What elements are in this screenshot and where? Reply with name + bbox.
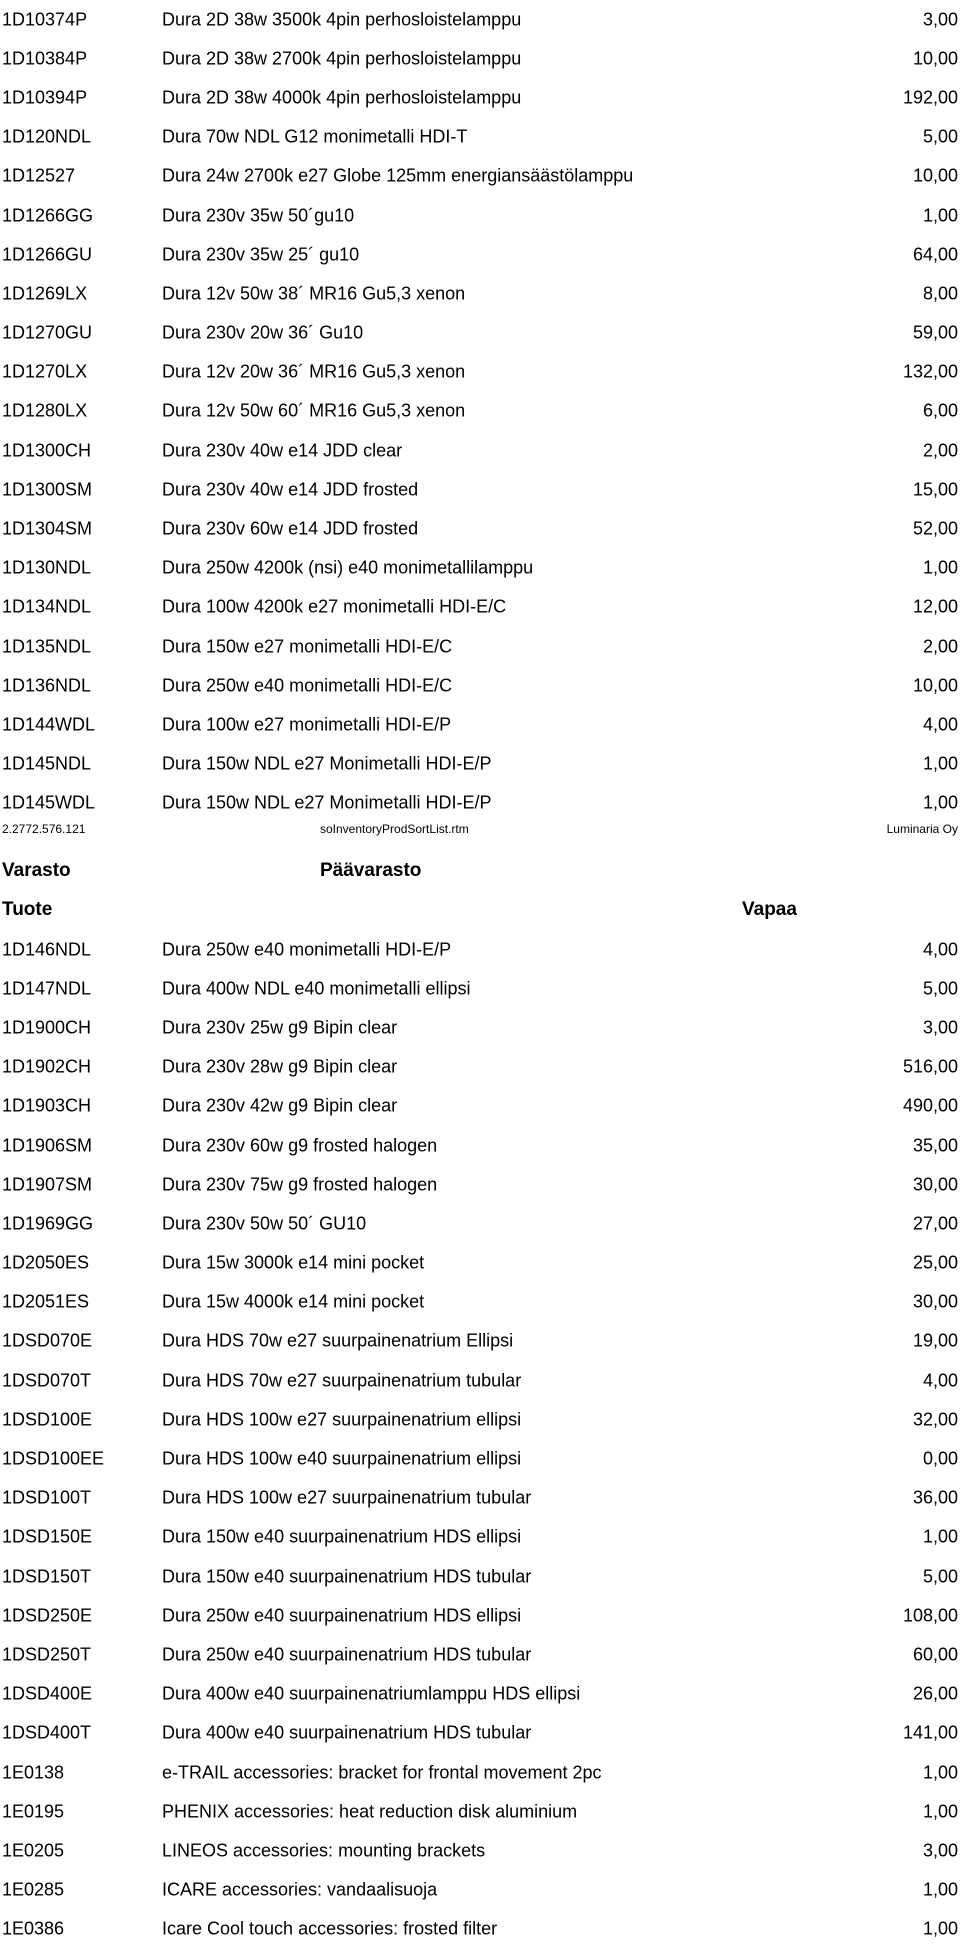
inventory-row — [0, 78, 960, 117]
available-quantity: 30,00 — [912, 1174, 958, 1195]
inventory-row — [0, 1283, 960, 1322]
product-code: 1E0285 — [2, 1879, 65, 1900]
product-code: 1D145WDL — [2, 792, 96, 813]
product-description: LINEOS accessories: mounting brackets — [162, 1840, 486, 1861]
product-code: 1DSD250T — [2, 1644, 92, 1665]
product-description: Dura 230v 60w e14 JDD frosted — [162, 518, 419, 539]
product-code: 1D1903CH — [2, 1095, 92, 1116]
available-quantity: 27,00 — [912, 1213, 958, 1234]
inventory-row — [0, 1400, 960, 1439]
available-quantity: 4,00 — [922, 1370, 958, 1391]
inventory-row — [0, 1831, 960, 1870]
product-description: Dura 250w 4200k (nsi) e40 monimetallilamppu — [162, 557, 534, 578]
product-description: Dura 150w e40 suurpainenatrium HDS ellipsi — [162, 1526, 522, 1547]
product-code: 1D134NDL — [2, 596, 92, 617]
available-quantity: 64,00 — [912, 244, 958, 265]
inventory-row — [0, 1557, 960, 1596]
product-description: Dura HDS 100w e27 suurpainenatrium ellipsi — [162, 1409, 522, 1430]
product-description: Dura 230v 35w 50´gu10 — [162, 205, 355, 226]
available-quantity: 5,00 — [922, 126, 958, 147]
available-quantity: 3,00 — [922, 1840, 958, 1861]
product-code: 1D1300CH — [2, 440, 92, 461]
product-description: Dura 230v 28w g9 Bipin clear — [162, 1056, 398, 1077]
product-code: 1D2051ES — [2, 1291, 90, 1312]
product-code: 1DSD400E — [2, 1683, 93, 1704]
available-quantity: 4,00 — [922, 714, 958, 735]
inventory-row — [0, 1635, 960, 1674]
inventory-row — [0, 1910, 960, 1949]
available-quantity: 10,00 — [912, 165, 958, 186]
available-quantity: 4,00 — [922, 939, 958, 960]
product-description: Dura 12v 50w 38´ MR16 Gu5,3 xenon — [162, 283, 466, 304]
product-description: Dura HDS 70w e27 suurpainenatrium Ellipsi — [162, 1330, 514, 1351]
inventory-row — [0, 627, 960, 666]
inventory-row — [0, 118, 960, 157]
product-code: 1E0138 — [2, 1762, 65, 1783]
available-quantity: 59,00 — [912, 322, 958, 343]
available-quantity: 15,00 — [912, 479, 958, 500]
inventory-row — [0, 1165, 960, 1204]
inventory-row — [0, 314, 960, 353]
product-code: 1DSD070E — [2, 1330, 93, 1351]
product-description: Dura 230v 42w g9 Bipin clear — [162, 1095, 398, 1116]
product-description: Dura 70w NDL G12 monimetalli HDI-T — [162, 126, 468, 147]
product-code: 1D120NDL — [2, 126, 92, 147]
footer-report-file: soInventoryProdSortList.rtm — [320, 822, 469, 836]
available-quantity: 52,00 — [912, 518, 958, 539]
available-quantity: 10,00 — [912, 48, 958, 69]
available-quantity: 19,00 — [912, 1330, 958, 1351]
available-quantity: 36,00 — [912, 1487, 958, 1508]
inventory-row — [0, 588, 960, 627]
page-footer — [0, 818, 960, 840]
product-code: 1D1269LX — [2, 283, 88, 304]
inventory-row — [0, 549, 960, 588]
inventory-row — [0, 1126, 960, 1165]
inventory-row — [0, 470, 960, 509]
inventory-row — [0, 1714, 960, 1753]
available-quantity: 0,00 — [922, 1448, 958, 1469]
available-quantity: 3,00 — [922, 9, 958, 30]
product-description: Dura 230v 60w g9 frosted halogen — [162, 1135, 438, 1156]
product-code: 1D1280LX — [2, 400, 88, 421]
inventory-list-top — [0, 0, 960, 823]
product-description: Dura 230v 75w g9 frosted halogen — [162, 1174, 438, 1195]
product-code: 1D1266GG — [2, 205, 94, 226]
product-code: 1D1270LX — [2, 361, 88, 382]
product-description: Dura 250w e40 monimetalli HDI-E/P — [162, 939, 452, 960]
product-code: 1DSD100E — [2, 1409, 93, 1430]
product-description: Dura 250w e40 monimetalli HDI-E/C — [162, 675, 453, 696]
product-code: 1D145NDL — [2, 753, 92, 774]
inventory-row — [0, 1439, 960, 1478]
inventory-row — [0, 1479, 960, 1518]
product-description: Dura 2D 38w 3500k 4pin perhosloistelamppu — [162, 9, 522, 30]
product-description: Dura 250w e40 suurpainenatrium HDS tubular — [162, 1644, 532, 1665]
available-quantity: 1,00 — [922, 1879, 958, 1900]
product-code: 1D1907SM — [2, 1174, 93, 1195]
available-quantity: 30,00 — [912, 1291, 958, 1312]
available-quantity: 1,00 — [922, 205, 958, 226]
product-description: Dura 12v 20w 36´ MR16 Gu5,3 xenon — [162, 361, 466, 382]
product-description: Dura 15w 3000k e14 mini pocket — [162, 1252, 425, 1273]
product-code: 1D147NDL — [2, 978, 92, 999]
inventory-row — [0, 0, 960, 39]
available-quantity: 132,00 — [902, 361, 958, 382]
available-quantity: 108,00 — [902, 1605, 958, 1626]
inventory-row — [0, 353, 960, 392]
product-code: 1D1300SM — [2, 479, 93, 500]
inventory-row — [0, 431, 960, 470]
available-quantity: 12,00 — [912, 596, 958, 617]
column-header — [0, 893, 960, 927]
inventory-row — [0, 1596, 960, 1635]
available-quantity: 6,00 — [922, 400, 958, 421]
product-code: 1E0386 — [2, 1918, 65, 1939]
inventory-row — [0, 1753, 960, 1792]
available-quantity: 10,00 — [912, 675, 958, 696]
product-description: Dura HDS 100w e27 suurpainenatrium tubular — [162, 1487, 532, 1508]
available-quantity: 1,00 — [922, 1918, 958, 1939]
product-description: Dura 12v 50w 60´ MR16 Gu5,3 xenon — [162, 400, 466, 421]
product-code: 1D1969GG — [2, 1213, 94, 1234]
product-description: Dura 400w NDL e40 monimetalli ellipsi — [162, 978, 471, 999]
available-quantity: 192,00 — [902, 87, 958, 108]
available-quantity: 5,00 — [922, 1566, 958, 1587]
product-code: 1DSD100T — [2, 1487, 92, 1508]
product-code: 1D2050ES — [2, 1252, 90, 1273]
available-quantity: 32,00 — [912, 1409, 958, 1430]
product-code: 1D136NDL — [2, 675, 92, 696]
available-quantity: 26,00 — [912, 1683, 958, 1704]
product-code: 1D1900CH — [2, 1017, 92, 1038]
product-description: Dura 150w e40 suurpainenatrium HDS tubular — [162, 1566, 532, 1587]
inventory-list-bottom — [0, 930, 960, 1949]
inventory-row — [0, 235, 960, 274]
warehouse-header — [0, 854, 960, 888]
product-code: 1D12527 — [2, 165, 76, 186]
product-code: 1D135NDL — [2, 636, 92, 657]
available-quantity: 1,00 — [922, 1762, 958, 1783]
product-description: Dura 230v 25w g9 Bipin clear — [162, 1017, 398, 1038]
inventory-row — [0, 157, 960, 196]
available-quantity: 2,00 — [922, 440, 958, 461]
inventory-row — [0, 274, 960, 313]
inventory-row — [0, 1048, 960, 1087]
available-quantity: 1,00 — [922, 753, 958, 774]
product-description: Dura 2D 38w 4000k 4pin perhosloistelamppu — [162, 87, 522, 108]
product-code: 1D1270GU — [2, 322, 93, 343]
product-code: 1D130NDL — [2, 557, 92, 578]
inventory-row — [0, 196, 960, 235]
free-column-label: Vapaa — [742, 899, 797, 920]
inventory-row — [0, 666, 960, 705]
product-description: Icare Cool touch accessories: frosted filter — [162, 1918, 498, 1939]
footer-version: 2.2772.576.121 — [2, 822, 86, 836]
product-description: Dura 230v 40w e14 JDD clear — [162, 440, 403, 461]
product-description: Dura HDS 70w e27 suurpainenatrium tubular — [162, 1370, 522, 1391]
available-quantity: 25,00 — [912, 1252, 958, 1273]
product-description: Dura 100w e27 monimetalli HDI-E/P — [162, 714, 452, 735]
product-description: Dura 150w e27 monimetalli HDI-E/C — [162, 636, 453, 657]
available-quantity: 35,00 — [912, 1135, 958, 1156]
inventory-row — [0, 39, 960, 78]
inventory-row — [0, 1322, 960, 1361]
product-code: 1D144WDL — [2, 714, 96, 735]
inventory-row — [0, 1792, 960, 1831]
product-code: 1D10374P — [2, 9, 88, 30]
available-quantity: 2,00 — [922, 636, 958, 657]
product-code: 1D146NDL — [2, 939, 92, 960]
available-quantity: 5,00 — [922, 978, 958, 999]
inventory-row — [0, 1675, 960, 1714]
inventory-row — [0, 1087, 960, 1126]
product-code: 1DSD250E — [2, 1605, 93, 1626]
inventory-row — [0, 745, 960, 784]
product-description: Dura 400w e40 suurpainenatriumlamppu HDS ellipsi — [162, 1683, 581, 1704]
product-code: 1DSD150E — [2, 1526, 93, 1547]
inventory-row — [0, 392, 960, 431]
product-description: Dura 230v 40w e14 JDD frosted — [162, 479, 419, 500]
available-quantity: 1,00 — [922, 1801, 958, 1822]
available-quantity: 3,00 — [922, 1017, 958, 1038]
product-code: 1D10394P — [2, 87, 88, 108]
inventory-row — [0, 705, 960, 744]
inventory-row — [0, 1361, 960, 1400]
product-code: 1D1902CH — [2, 1056, 92, 1077]
product-code: 1E0195 — [2, 1801, 65, 1822]
product-description: Dura 230v 35w 25´ gu10 — [162, 244, 360, 265]
available-quantity: 490,00 — [902, 1095, 958, 1116]
product-code: 1DSD070T — [2, 1370, 92, 1391]
product-description: Dura 24w 2700k e27 Globe 125mm energiansäästölamppu — [162, 165, 634, 186]
product-description: Dura 100w 4200k e27 monimetalli HDI-E/C — [162, 596, 507, 617]
available-quantity: 1,00 — [922, 557, 958, 578]
warehouse-value: Päävarasto — [320, 860, 422, 881]
available-quantity: 141,00 — [902, 1722, 958, 1743]
product-description: Dura 400w e40 suurpainenatrium HDS tubular — [162, 1722, 532, 1743]
available-quantity: 1,00 — [922, 1526, 958, 1547]
product-description: Dura 2D 38w 2700k 4pin perhosloistelamppu — [162, 48, 522, 69]
product-code: 1D1266GU — [2, 244, 93, 265]
footer-company: Luminaria Oy — [886, 822, 958, 836]
product-code: 1DSD100EE — [2, 1448, 105, 1469]
available-quantity: 60,00 — [912, 1644, 958, 1665]
product-code: 1D1304SM — [2, 518, 93, 539]
available-quantity: 1,00 — [922, 792, 958, 813]
inventory-row — [0, 1871, 960, 1910]
product-code: 1D1906SM — [2, 1135, 93, 1156]
inventory-row — [0, 1204, 960, 1243]
product-description: Dura HDS 100w e40 suurpainenatrium ellipsi — [162, 1448, 522, 1469]
product-description: Dura 150w NDL e27 Monimetalli HDI-E/P — [162, 753, 492, 774]
warehouse-label: Varasto — [2, 860, 71, 881]
product-description: Dura 230v 50w 50´ GU10 — [162, 1213, 367, 1234]
product-description: e-TRAIL accessories: bracket for frontal movement 2pc — [162, 1762, 602, 1783]
inventory-row — [0, 1008, 960, 1047]
product-description: ICARE accessories: vandaalisuoja — [162, 1879, 438, 1900]
available-quantity: 8,00 — [922, 283, 958, 304]
product-description: Dura 250w e40 suurpainenatrium HDS ellipsi — [162, 1605, 522, 1626]
product-code: 1DSD400T — [2, 1722, 92, 1743]
inventory-row — [0, 509, 960, 548]
inventory-row — [0, 1518, 960, 1557]
product-code: 1E0205 — [2, 1840, 65, 1861]
available-quantity: 516,00 — [902, 1056, 958, 1077]
product-code: 1D10384P — [2, 48, 88, 69]
product-description: Dura 150w NDL e27 Monimetalli HDI-E/P — [162, 792, 492, 813]
inventory-row — [0, 1244, 960, 1283]
product-description: Dura 230v 20w 36´ Gu10 — [162, 322, 364, 343]
inventory-row — [0, 969, 960, 1008]
product-code: 1DSD150T — [2, 1566, 92, 1587]
product-description: Dura 15w 4000k e14 mini pocket — [162, 1291, 425, 1312]
product-description: PHENIX accessories: heat reduction disk aluminium — [162, 1801, 578, 1822]
product-column-label: Tuote — [2, 899, 53, 920]
inventory-row — [0, 930, 960, 969]
